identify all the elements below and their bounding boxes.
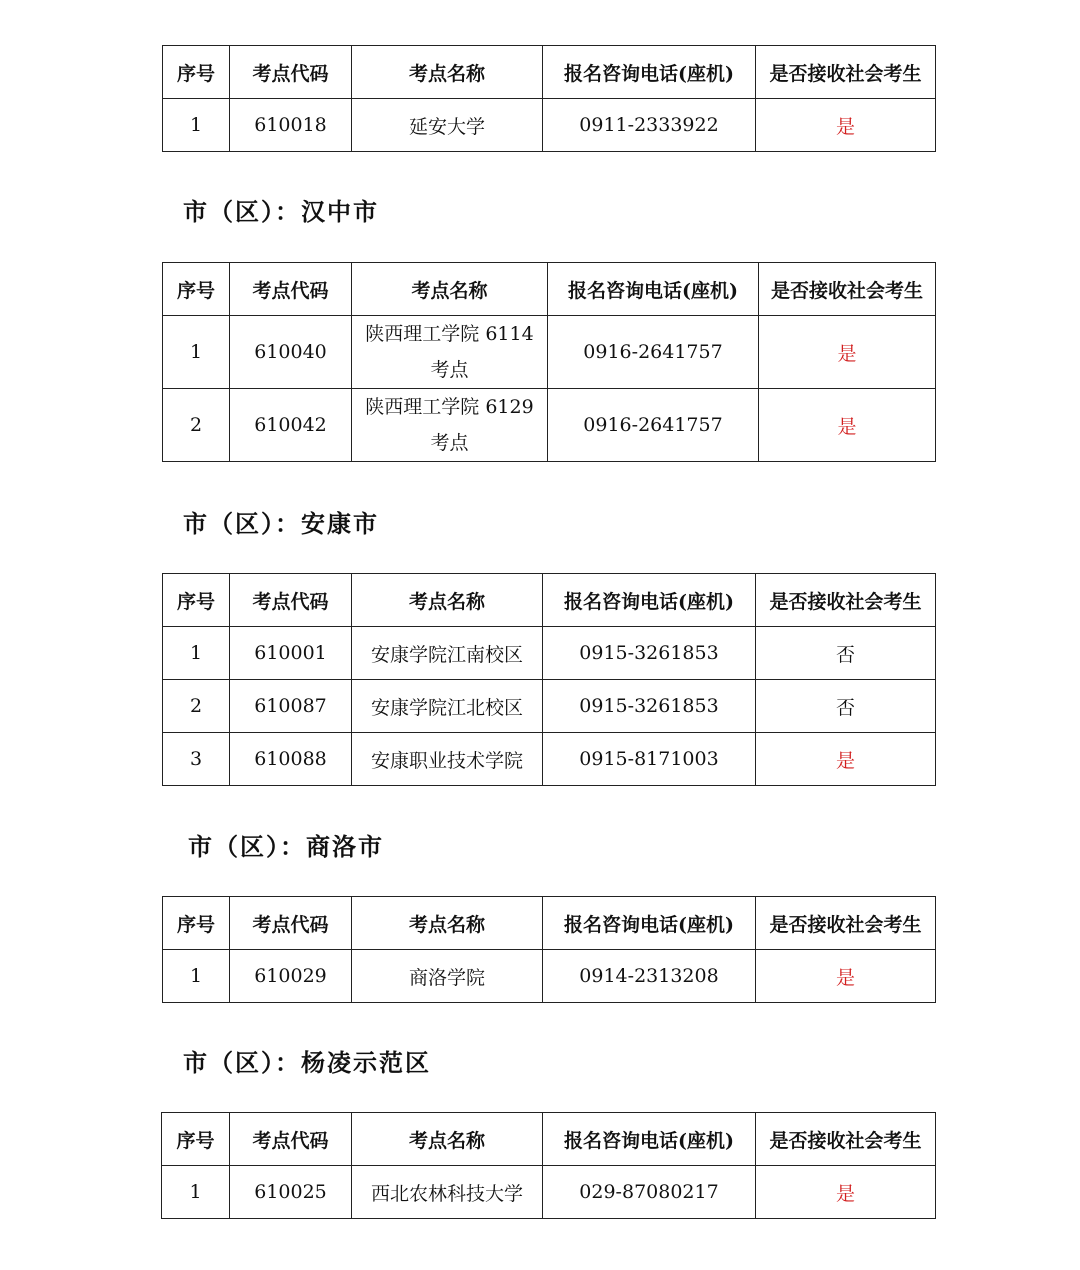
table-header-row [163, 574, 936, 627]
cell-accept: 是 [756, 950, 936, 1003]
col-header-phone: 报名咨询电话(座机) [543, 46, 756, 99]
exam-site-table-hanzhong [162, 262, 936, 462]
col-header-phone: 报名咨询电话(座机) [543, 574, 756, 627]
col-header-accept: 是否接收社会考生 [756, 897, 936, 950]
table-header-row [163, 897, 936, 950]
cell-name: 延安大学 [352, 99, 543, 152]
cell-code: 610025 [230, 1166, 352, 1219]
cell-seq: 2 [163, 389, 230, 462]
cell-phone: 0915-3261853 [543, 680, 756, 733]
section-city: 杨凌示范区 [301, 1048, 431, 1077]
table-row [163, 950, 936, 1003]
table-row [163, 389, 936, 462]
col-header-accept: 是否接收社会考生 [756, 1113, 936, 1166]
col-header-seq: 序号 [163, 46, 230, 99]
section-city: 商洛市 [306, 832, 384, 861]
cell-phone: 029-87080217 [543, 1166, 756, 1219]
cell-code: 610001 [230, 627, 352, 680]
cell-accept: 是 [756, 733, 936, 786]
table-row [162, 1166, 936, 1219]
cell-code: 610088 [230, 733, 352, 786]
cell-accept: 是 [756, 99, 936, 152]
cell-phone: 0915-8171003 [543, 733, 756, 786]
col-header-code: 考点代码 [230, 1113, 352, 1166]
cell-code: 610087 [230, 680, 352, 733]
section-prefix: 市（区）： [183, 197, 301, 226]
exam-site-table-yangling [161, 1112, 936, 1219]
col-header-seq: 序号 [163, 263, 230, 316]
cell-seq: 1 [163, 316, 230, 389]
col-header-seq: 序号 [162, 1113, 230, 1166]
cell-name-line2: 考点 [430, 359, 469, 381]
table-row [163, 316, 936, 389]
section-heading-hanzhong [183, 192, 379, 227]
section-heading-shangluo [188, 827, 384, 862]
col-header-code: 考点代码 [230, 46, 352, 99]
section-city: 安康市 [301, 509, 379, 538]
cell-accept: 否 [756, 627, 936, 680]
col-header-phone: 报名咨询电话(座机) [543, 1113, 756, 1166]
cell-code: 610042 [230, 389, 352, 462]
section-heading-ankang [183, 504, 379, 539]
cell-phone: 0916-2641757 [548, 316, 759, 389]
cell-phone: 0915-3261853 [543, 627, 756, 680]
col-header-accept: 是否接收社会考生 [759, 263, 936, 316]
cell-accept: 是 [759, 316, 936, 389]
exam-site-table-yanan [162, 45, 936, 152]
section-city: 汉中市 [301, 197, 379, 226]
table-row [163, 733, 936, 786]
table-header-row [163, 46, 936, 99]
cell-code: 610018 [230, 99, 352, 152]
section-heading-yangling [183, 1043, 431, 1078]
section-prefix: 市（区）： [188, 832, 306, 861]
col-header-phone: 报名咨询电话(座机) [543, 897, 756, 950]
col-header-code: 考点代码 [230, 574, 352, 627]
table-row [163, 99, 936, 152]
cell-name: 安康学院江南校区 [352, 627, 543, 680]
col-header-code: 考点代码 [230, 897, 352, 950]
cell-seq: 1 [163, 627, 230, 680]
cell-name [352, 316, 548, 389]
cell-seq: 1 [162, 1166, 230, 1219]
cell-name: 安康学院江北校区 [352, 680, 543, 733]
cell-name-line1: 陕西理工学院 6129 [365, 396, 534, 418]
col-header-phone: 报名咨询电话(座机) [548, 263, 759, 316]
cell-phone: 0911-2333922 [543, 99, 756, 152]
col-header-seq: 序号 [163, 897, 230, 950]
table-row [163, 680, 936, 733]
cell-accept: 是 [756, 1166, 936, 1219]
cell-seq: 2 [163, 680, 230, 733]
col-header-name: 考点名称 [352, 46, 543, 99]
col-header-code: 考点代码 [230, 263, 352, 316]
col-header-name: 考点名称 [352, 1113, 543, 1166]
table-row [163, 627, 936, 680]
exam-site-table-ankang [162, 573, 936, 786]
cell-name-line2: 考点 [430, 432, 469, 454]
col-header-seq: 序号 [163, 574, 230, 627]
cell-phone: 0914-2313208 [543, 950, 756, 1003]
col-header-name: 考点名称 [352, 574, 543, 627]
col-header-name: 考点名称 [352, 897, 543, 950]
cell-seq: 1 [163, 99, 230, 152]
section-prefix: 市（区）： [183, 1048, 301, 1077]
col-header-accept: 是否接收社会考生 [756, 46, 936, 99]
cell-accept: 是 [759, 389, 936, 462]
col-header-accept: 是否接收社会考生 [756, 574, 936, 627]
cell-code: 610040 [230, 316, 352, 389]
cell-name: 西北农林科技大学 [352, 1166, 543, 1219]
section-prefix: 市（区）： [183, 509, 301, 538]
col-header-name: 考点名称 [352, 263, 548, 316]
cell-name-line1: 陕西理工学院 6114 [365, 323, 534, 345]
cell-phone: 0916-2641757 [548, 389, 759, 462]
cell-code: 610029 [230, 950, 352, 1003]
exam-site-table-shangluo [162, 896, 936, 1003]
cell-accept: 否 [756, 680, 936, 733]
table-header-row [163, 263, 936, 316]
cell-name: 安康职业技术学院 [352, 733, 543, 786]
table-header-row [162, 1113, 936, 1166]
cell-name [352, 389, 548, 462]
cell-seq: 1 [163, 950, 230, 1003]
cell-seq: 3 [163, 733, 230, 786]
cell-name: 商洛学院 [352, 950, 543, 1003]
